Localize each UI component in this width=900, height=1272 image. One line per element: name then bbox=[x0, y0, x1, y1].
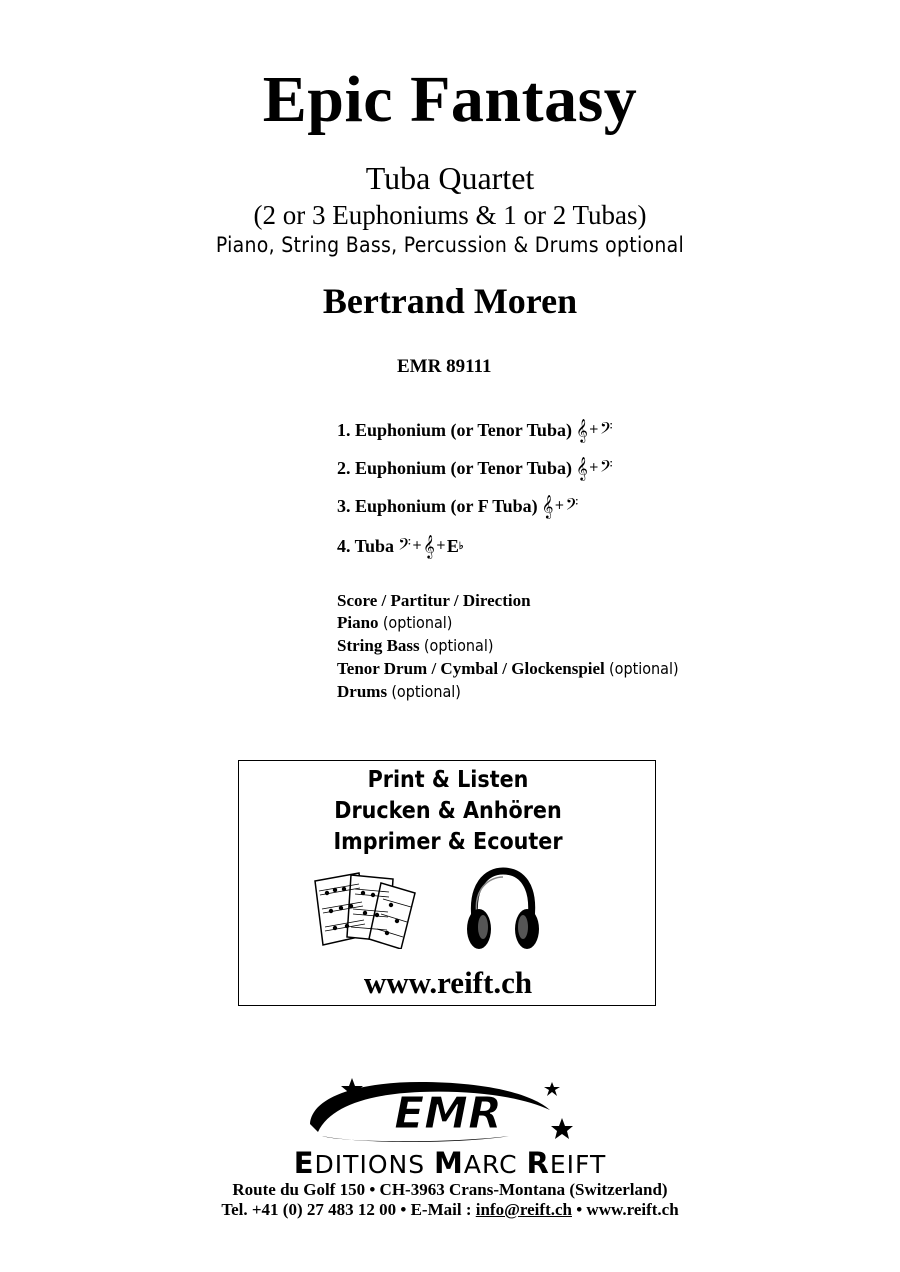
key-suffix: E bbox=[446, 535, 459, 556]
email-link[interactable]: info@reift.ch bbox=[475, 1200, 572, 1219]
bass-clef-icon: 𝄢 bbox=[565, 494, 579, 518]
sheet-music-icon bbox=[311, 869, 423, 949]
part-label: 4. Tuba bbox=[337, 535, 395, 556]
part-item bbox=[337, 456, 613, 480]
extra-note: (optional) bbox=[423, 636, 494, 655]
treble-clef-icon: 𝄞 bbox=[575, 418, 588, 442]
print-listen-text: Imprimer & Ecouter bbox=[333, 829, 563, 855]
extra-note: (optional) bbox=[391, 682, 461, 701]
website-link[interactable]: www.reift.ch bbox=[363, 965, 533, 1000]
extra-item bbox=[337, 591, 531, 611]
extra-label: String Bass bbox=[337, 636, 420, 655]
extra-label: Score / Partitur / Direction bbox=[337, 591, 531, 610]
page-title: Epic Fantasy bbox=[262, 63, 638, 136]
treble-clef-icon: 𝄞 bbox=[575, 456, 588, 480]
clef-group: 𝄞+𝄢 bbox=[575, 456, 613, 480]
bass-clef-icon: 𝄢 bbox=[599, 418, 613, 442]
extra-item bbox=[337, 682, 461, 702]
emr-logo bbox=[300, 1074, 580, 1146]
treble-clef-icon: 𝄞 bbox=[541, 494, 554, 518]
headphones-icon bbox=[465, 867, 541, 953]
print-listen-text: Print & Listen bbox=[367, 767, 529, 793]
composer-name: Bertrand Moren bbox=[322, 281, 578, 321]
part-label: 3. Euphonium (or F Tuba) bbox=[337, 495, 538, 516]
publisher-address: Route du Golf 150 • CH-3963 Crans-Montana (Switzerland) bbox=[232, 1180, 668, 1199]
print-listen-text: Drucken & Anhören bbox=[334, 798, 562, 824]
extra-item bbox=[337, 613, 452, 633]
extra-note: (optional) bbox=[609, 659, 679, 678]
extra-note: (optional) bbox=[382, 613, 453, 632]
clef-group: 𝄢+𝄞+ bbox=[398, 534, 446, 558]
part-label: 1. Euphonium (or Tenor Tuba) bbox=[337, 419, 572, 440]
part-item bbox=[337, 418, 613, 442]
optional-instruments: Piano, String Bass, Percussion & Drums optional bbox=[215, 233, 685, 257]
bass-clef-icon: 𝄢 bbox=[398, 534, 411, 558]
subtitle: Tuba Quartet bbox=[365, 160, 535, 196]
extra-label: Drums bbox=[337, 682, 388, 701]
clef-group: 𝄞+𝄢 bbox=[541, 494, 579, 518]
emr-logo-text: EMR bbox=[394, 1088, 502, 1139]
instrumentation: (2 or 3 Euphoniums & 1 or 2 Tubas) bbox=[253, 200, 647, 230]
clef-group: 𝄞+𝄢 bbox=[575, 418, 613, 442]
part-label: 2. Euphonium (or Tenor Tuba) bbox=[337, 457, 572, 478]
extra-item bbox=[337, 636, 494, 656]
flat-sign: ♭ bbox=[458, 540, 464, 552]
catalog-number: EMR 89111 bbox=[397, 356, 492, 377]
publisher-name: EDITIONS MARC REIFT bbox=[293, 1146, 607, 1180]
extra-label: Piano bbox=[337, 613, 379, 632]
extra-label: Tenor Drum / Cymbal / Glockenspiel bbox=[337, 659, 605, 678]
publisher-contact: Tel. +41 (0) 27 483 12 00 • E-Mail : info@reift.ch • www.reift.ch bbox=[221, 1200, 679, 1219]
bass-clef-icon: 𝄢 bbox=[599, 456, 613, 480]
part-item bbox=[337, 494, 578, 518]
treble-clef-icon: 𝄞 bbox=[423, 534, 435, 558]
extra-item bbox=[337, 659, 679, 679]
print-listen-box bbox=[238, 760, 656, 1006]
part-item bbox=[337, 534, 464, 558]
